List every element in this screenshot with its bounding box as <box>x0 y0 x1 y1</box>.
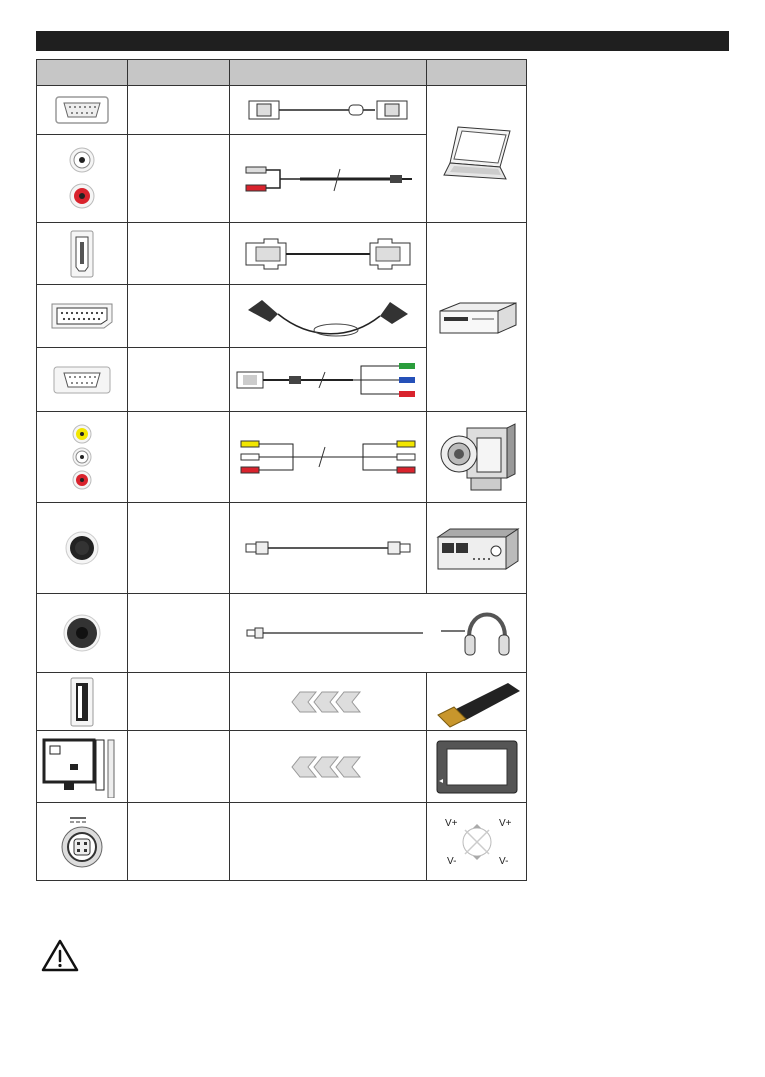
wall-mount-label: V- <box>446 855 456 867</box>
insert-arrows-icon <box>230 731 427 803</box>
usb-port-icon <box>37 673 128 731</box>
hdmi-port-icon <box>37 223 128 285</box>
wall-mount-label: V+ <box>498 817 512 829</box>
section-title-bar <box>36 31 729 51</box>
table-row <box>37 86 527 135</box>
cable-cell-empty <box>230 803 427 881</box>
connection-type-cell <box>127 803 229 881</box>
table-row <box>37 412 527 503</box>
connection-type-cell <box>127 503 229 594</box>
connection-type-cell <box>127 673 229 731</box>
audio-cable-icon <box>230 135 427 223</box>
camcorder-icon <box>427 412 527 503</box>
warning-icon <box>40 938 80 974</box>
connection-type-cell <box>127 285 229 348</box>
connection-type-cell <box>127 135 229 223</box>
headphone-jack-icon <box>37 594 128 673</box>
wall-mount-label: V- <box>498 855 508 867</box>
table-row <box>37 673 527 731</box>
dvd-player-icon <box>427 223 527 412</box>
table-row <box>37 594 527 673</box>
connection-type-cell <box>127 731 229 803</box>
spdif-coax-jack-icon <box>37 503 128 594</box>
connection-type-cell <box>127 86 229 135</box>
vga-port-icon <box>37 86 128 135</box>
vga-ypbpr-port-icon <box>37 348 128 412</box>
av-cable-icon <box>230 412 427 503</box>
insert-arrows-icon <box>230 673 427 731</box>
connection-type-cell <box>127 412 229 503</box>
table-row <box>37 503 527 594</box>
connections-table <box>36 59 527 881</box>
scart-port-icon <box>37 285 128 348</box>
scart-cable-icon <box>230 285 427 348</box>
table-row <box>37 803 527 881</box>
wall-mount-label: V+ <box>444 817 458 829</box>
header-device <box>427 60 527 86</box>
headphone-cable-icon <box>230 594 427 673</box>
amplifier-icon <box>427 503 527 594</box>
connection-type-cell <box>127 348 229 412</box>
laptop-icon <box>427 86 527 223</box>
connection-type-cell <box>127 223 229 285</box>
dc-power-socket-icon <box>37 803 128 881</box>
header-connector <box>37 60 128 86</box>
hdmi-cable-icon <box>230 223 427 285</box>
ci-module-icon <box>427 731 527 803</box>
composite-av-jacks-icon <box>37 412 128 503</box>
audio-lr-jacks-icon <box>37 135 128 223</box>
headphones-icon <box>427 594 527 673</box>
header-type <box>127 60 229 86</box>
header-cables <box>230 60 427 86</box>
coax-cable-icon <box>230 503 427 594</box>
ypbpr-cable-icon <box>230 348 427 412</box>
usb-stick-icon <box>427 673 527 731</box>
table-row <box>37 731 527 803</box>
ci-slot-tv-icon <box>37 731 128 803</box>
table-row <box>37 223 527 285</box>
wall-mount-icon <box>427 803 527 881</box>
vga-cable-icon <box>230 86 427 135</box>
connection-type-cell <box>127 594 229 673</box>
table-header-row <box>37 60 527 86</box>
